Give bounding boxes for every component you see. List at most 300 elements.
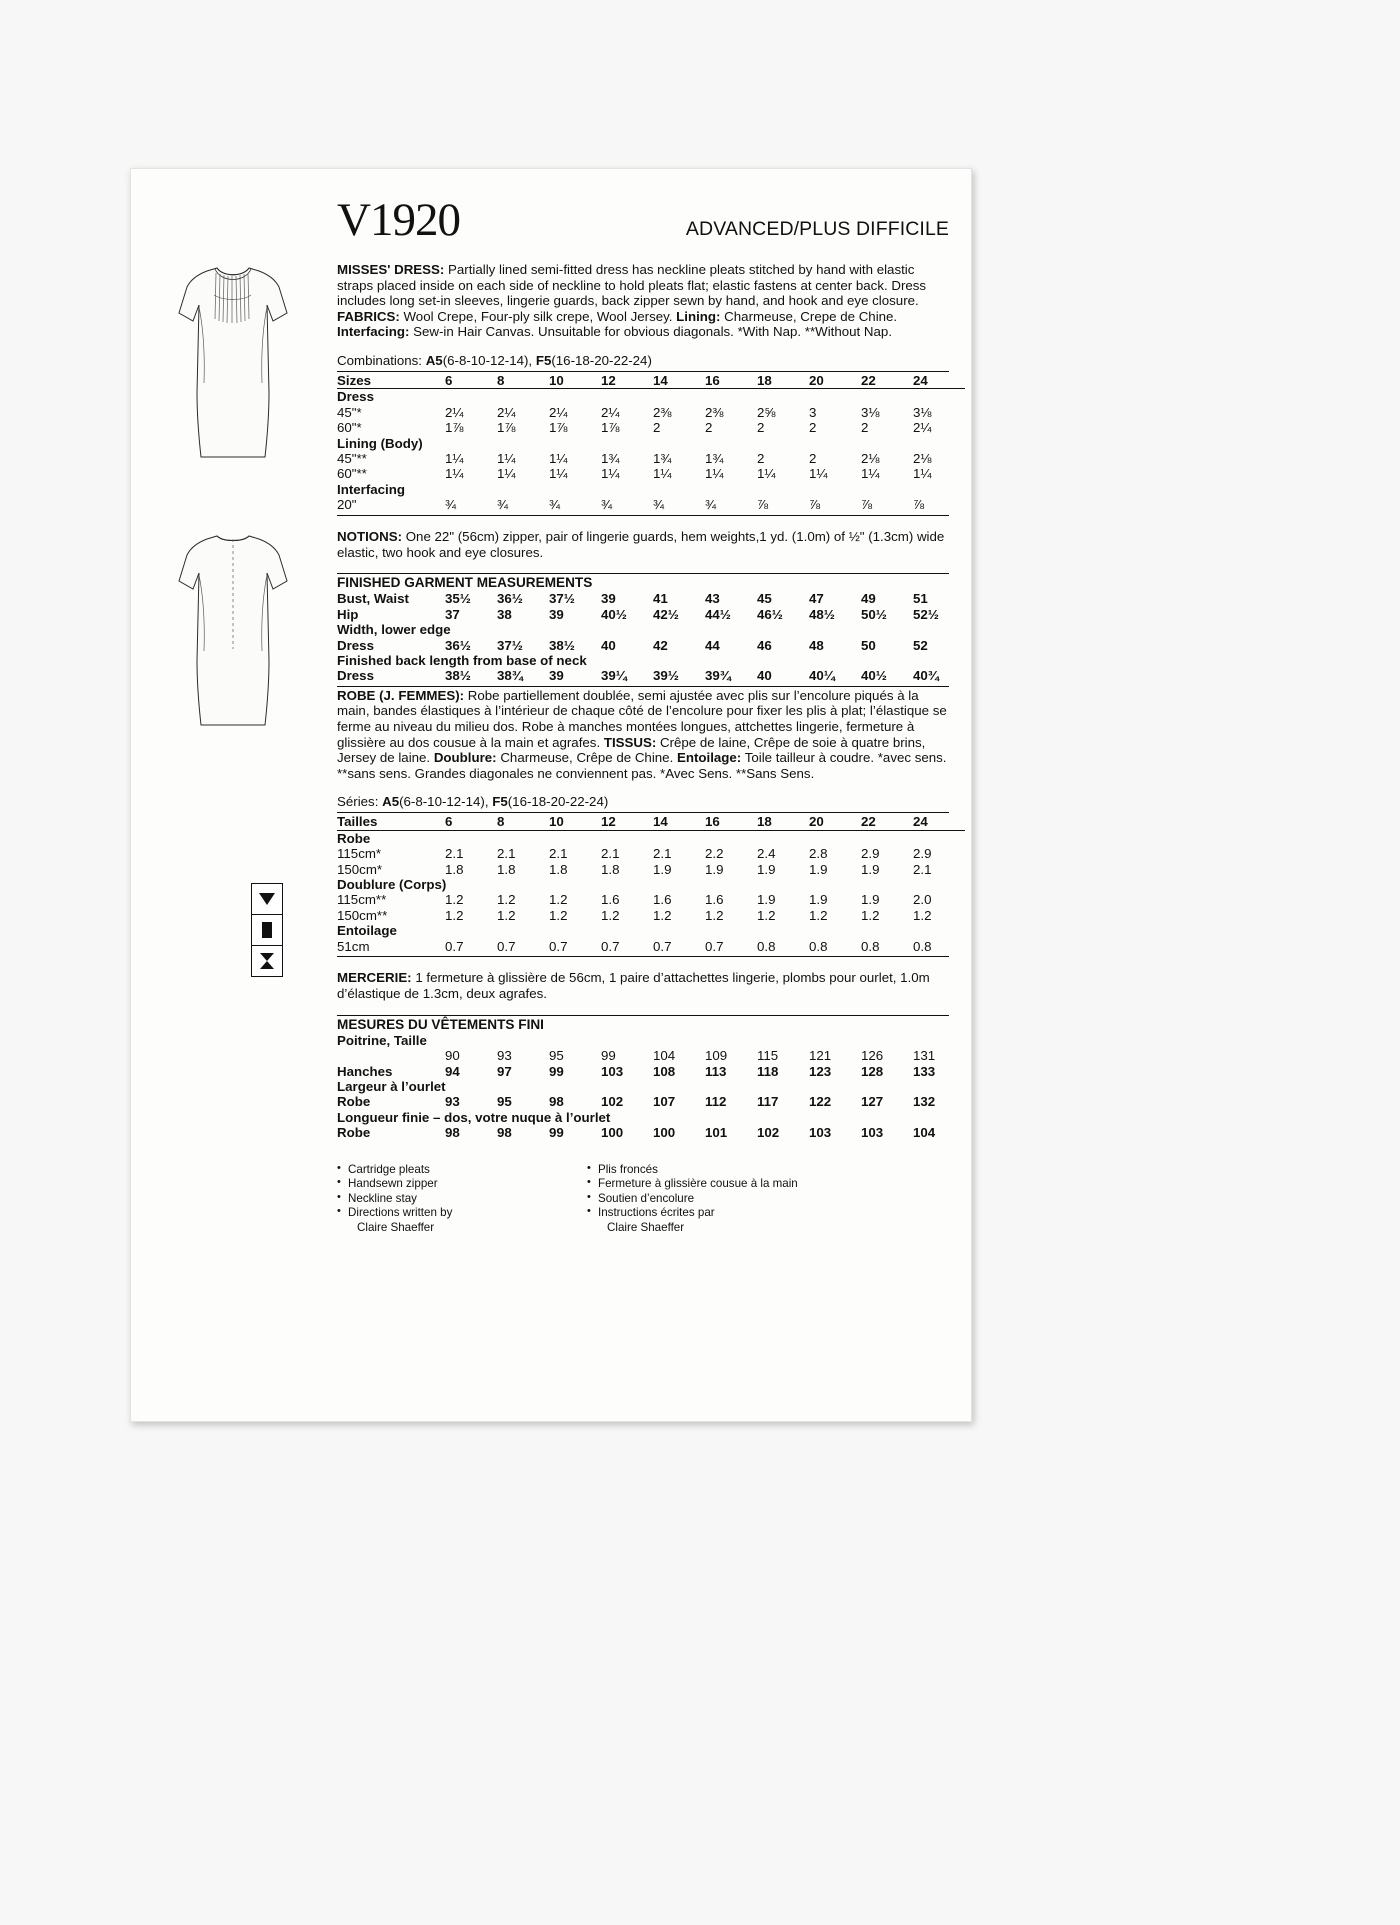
- table-cell: 39: [549, 606, 564, 622]
- table-cell: [445, 436, 497, 451]
- row-label: Finished back length from base of neck: [337, 653, 587, 669]
- table-cell: 10: [549, 814, 601, 830]
- table-cell: 12: [601, 814, 653, 830]
- table-cell: 123: [809, 1063, 832, 1079]
- table-cell: 44½: [705, 606, 731, 622]
- table-cell: [809, 1110, 861, 1125]
- list-item-continuation: Claire Shaeffer: [357, 1221, 435, 1235]
- table-cell: [497, 389, 549, 405]
- robe-label: ROBE (J. FEMMES):: [337, 687, 465, 703]
- table-cell: [653, 1110, 705, 1125]
- row-label: 150cm*: [337, 861, 383, 877]
- combinations-line: [337, 353, 949, 369]
- doublure-label: Doublure:: [433, 750, 497, 766]
- notions-text: One 22" (56cm) zipper, pair of lingerie guards, hem weights,1 yd. (1.0m) of ½" (1.3cm) wide elastic, two hook and eye closures.: [337, 528, 945, 560]
- row-label: Robe: [337, 830, 371, 846]
- difficulty-label: ADVANCED/PLUS DIFFICILE: [685, 218, 949, 240]
- table-cell: ¾: [445, 497, 457, 513]
- view-swatch-dark: [251, 883, 283, 915]
- table-cell: 2⅜: [653, 404, 672, 420]
- table-cell: [445, 482, 497, 497]
- table-cell: 1⅞: [601, 420, 620, 436]
- row-label: Doublure (Corps): [337, 877, 447, 893]
- table-cell: 6: [445, 373, 497, 389]
- table-cell: 1.8: [549, 861, 568, 877]
- interfacing-text: Sew-in Hair Canvas. Unsuitable for obvious diagonals. *With Nap. **Without Nap.: [409, 324, 893, 340]
- table-cell: [705, 830, 757, 846]
- table-cell: [809, 830, 861, 846]
- table-cell: 98: [497, 1125, 512, 1141]
- table-cell: 1.6: [705, 892, 724, 908]
- table-cell: [861, 622, 913, 637]
- fgm-heading: FINISHED GARMENT MEASUREMENTS: [337, 575, 593, 591]
- table-cell: 1.9: [861, 861, 880, 877]
- series-f5-label: F5: [492, 794, 508, 810]
- table-cell: 2.8: [809, 846, 828, 862]
- mercerie-label: MERCERIE:: [337, 970, 412, 986]
- table-cell: [757, 436, 809, 451]
- table-cell: 2⅝: [757, 404, 776, 420]
- table-cell: 37½: [497, 637, 523, 653]
- table-cell: 14: [653, 373, 705, 389]
- row-label: Longueur finie – dos, votre nuque à l’ourlet: [337, 1109, 611, 1125]
- table-cell: 24: [913, 373, 965, 389]
- table-cell: 2.0: [913, 892, 932, 908]
- table-cell: [653, 1033, 705, 1048]
- table-cell: 40: [757, 668, 772, 684]
- table-row: [337, 830, 965, 846]
- table-cell: 100: [601, 1125, 624, 1141]
- table-cell: 2.9: [913, 846, 932, 862]
- table-cell: [913, 1033, 965, 1048]
- table-cell: 0.8: [809, 938, 828, 954]
- table-cell: 1¼: [809, 466, 828, 482]
- table-cell: [601, 1079, 653, 1094]
- table-cell: [861, 830, 913, 846]
- table-cell: ¾: [653, 497, 665, 513]
- table-cell: 2.1: [549, 846, 568, 862]
- table-cell: 22: [861, 373, 913, 389]
- table-cell: [705, 436, 757, 451]
- table-cell: [549, 436, 601, 451]
- table-cell: 1⅞: [549, 420, 568, 436]
- table-cell: 1.2: [549, 907, 568, 923]
- table-row: [337, 1079, 965, 1094]
- table-row: [337, 451, 965, 466]
- table-cell: 40½: [861, 668, 887, 684]
- row-label: Hip: [337, 606, 359, 622]
- table-cell: 35½: [445, 591, 471, 607]
- row-label: 45"*: [337, 404, 362, 420]
- table-cell: ⅞: [861, 497, 873, 513]
- table-cell: 109: [705, 1048, 728, 1064]
- combo-a5-sizes: (6-8-10-12-14),: [442, 352, 536, 368]
- table-cell: 40½: [601, 606, 627, 622]
- table-cell: 1¼: [497, 451, 516, 466]
- table-cell: 49: [861, 591, 876, 607]
- table-cell: 122: [809, 1094, 832, 1110]
- table-cell: [861, 1033, 913, 1048]
- pattern-envelope-back: [130, 168, 972, 1422]
- table-row: [337, 607, 965, 622]
- table-row: [337, 653, 965, 668]
- table-cell: [601, 389, 653, 405]
- table-cell: 2.1: [497, 846, 516, 862]
- table-cell: [601, 1033, 653, 1048]
- table-cell: 126: [861, 1048, 884, 1064]
- divider: [337, 956, 949, 957]
- list-item: • Fermeture à glissière cousue à la main: [587, 1177, 917, 1191]
- table-cell: [757, 389, 809, 405]
- table-cell: ⅞: [809, 497, 821, 513]
- table-cell: 0.7: [445, 938, 464, 954]
- row-label: Robe: [337, 1094, 371, 1110]
- table-cell: 90: [445, 1048, 460, 1064]
- table-cell: 1¼: [705, 466, 724, 482]
- table-cell: 1.8: [445, 861, 464, 877]
- table-row: [337, 497, 965, 512]
- table-cell: [861, 1079, 913, 1094]
- table-cell: 2: [809, 451, 817, 466]
- table-cell: [757, 877, 809, 892]
- table-cell: 2: [705, 420, 713, 436]
- table-cell: [445, 923, 497, 938]
- table-cell: 43: [705, 591, 720, 607]
- row-label: Tailles: [337, 814, 445, 830]
- table-row: [337, 939, 965, 954]
- row-label: 115cm**: [337, 892, 387, 908]
- table-cell: 39: [601, 591, 616, 607]
- table-cell: 1.9: [653, 861, 672, 877]
- lining-text: Charmeuse, Crepe de Chine.: [720, 308, 898, 324]
- table-cell: [861, 877, 913, 892]
- table-cell: 36½: [445, 637, 471, 653]
- table-cell: [757, 1033, 809, 1048]
- table-cell: [913, 923, 965, 938]
- table-cell: 2: [861, 420, 869, 436]
- table-cell: [705, 877, 757, 892]
- table-cell: 98: [549, 1094, 564, 1110]
- table-cell: 1¼: [861, 466, 880, 482]
- table-cell: [497, 877, 549, 892]
- table-cell: 40¾: [913, 668, 939, 684]
- table-cell: 2¼: [549, 404, 568, 420]
- table-row: [337, 1033, 965, 1048]
- table-cell: 2.1: [445, 846, 464, 862]
- table-cell: ¾: [705, 497, 717, 513]
- table-cell: 97: [497, 1063, 512, 1079]
- table-cell: [653, 482, 705, 497]
- table-cell: 1.9: [757, 892, 776, 908]
- table-cell: [809, 653, 861, 668]
- table-cell: [445, 830, 497, 846]
- table-cell: 1¼: [445, 466, 464, 482]
- table-cell: 18: [757, 814, 809, 830]
- interfacing-label: Interfacing:: [337, 324, 410, 340]
- mesures-heading: MESURES DU VÊTEMENTS FINI: [337, 1016, 544, 1032]
- table-cell: 39¾: [705, 668, 731, 684]
- table-cell: 2: [653, 420, 661, 436]
- row-label: 45"**: [337, 451, 367, 466]
- series-label: Séries:: [337, 794, 383, 810]
- divider: [337, 371, 949, 372]
- table-cell: 1¼: [757, 466, 776, 482]
- table-cell: [705, 1079, 757, 1094]
- tissus-text: Crêpe de laine, Crêpe de soie à quatre brins, Jersey de laine.: [337, 734, 926, 766]
- table-cell: 2⅜: [705, 404, 724, 420]
- table-row: [337, 892, 965, 907]
- combinations-label: Combinations:: [337, 352, 426, 368]
- table-cell: 46½: [757, 606, 783, 622]
- table-row: [337, 1125, 965, 1140]
- table-cell: 2¼: [601, 404, 620, 420]
- table-cell: [497, 622, 549, 637]
- table-cell: [549, 1033, 601, 1048]
- table-cell: 2.9: [861, 846, 880, 862]
- table-cell: [549, 877, 601, 892]
- table-cell: [809, 622, 861, 637]
- features-list-english: [337, 1163, 587, 1236]
- view-swatch-key: [251, 883, 285, 977]
- table-cell: [757, 923, 809, 938]
- table-row: [337, 466, 965, 481]
- table-cell: 1⅞: [445, 420, 464, 436]
- table-cell: 44: [705, 637, 720, 653]
- table-cell: 99: [601, 1048, 616, 1064]
- table-cell: 40: [601, 637, 616, 653]
- table-cell: 3⅛: [861, 404, 880, 420]
- lining-label: Lining:: [676, 308, 721, 324]
- table-cell: [913, 436, 965, 451]
- table-cell: 0.8: [757, 938, 776, 954]
- table-cell: 1¼: [445, 451, 464, 466]
- mercerie-text: 1 fermeture à glissière de 56cm, 1 paire d’attachettes lingerie, plombs pour ourlet, 1.0m d’élastique de 1.3cm, deux agrafes.: [337, 970, 930, 1001]
- table-cell: 112: [705, 1094, 727, 1110]
- row-label: 60"**: [337, 466, 367, 482]
- row-label: Robe: [337, 1125, 371, 1141]
- table-row: [337, 814, 965, 830]
- table-cell: 1⅞: [497, 420, 516, 436]
- french-description-text: Robe partiellement doublée, semi ajustée avec plis sur l’encolure piqués à la main, bandes élastiques à l’intérieur de chaque côté de l’encolure pour fixer les plis à plat; l’élastique se ferme au niveau du milieu dos. Robe à manches montées longues, attchettes lingerie, fermeture à glissière au dos cousue à la main et agrafes.: [337, 687, 947, 750]
- table-cell: [861, 1110, 913, 1125]
- table-cell: 103: [861, 1125, 884, 1141]
- table-cell: 38: [497, 606, 512, 622]
- imperial-yardage-table: [337, 373, 965, 513]
- table-cell: 48: [809, 637, 824, 653]
- table-cell: 2¼: [445, 404, 464, 420]
- table-cell: [913, 1110, 965, 1125]
- table-row: [337, 591, 965, 606]
- table-cell: 39: [549, 668, 564, 684]
- features-list-french: [587, 1163, 917, 1236]
- table-cell: 94: [445, 1063, 460, 1079]
- table-cell: [601, 923, 653, 938]
- table-cell: 1.9: [705, 861, 724, 877]
- table-cell: 1¼: [549, 466, 568, 482]
- table-cell: 38¾: [497, 668, 523, 684]
- table-cell: [549, 389, 601, 405]
- table-cell: 1.2: [497, 892, 516, 908]
- table-cell: [705, 389, 757, 405]
- row-label: 115cm*: [337, 846, 382, 862]
- table-cell: 1.8: [497, 861, 516, 877]
- divider: [337, 1015, 949, 1016]
- table-cell: [601, 877, 653, 892]
- table-row: [337, 622, 965, 637]
- table-cell: 2.1: [653, 846, 672, 862]
- table-cell: 14: [653, 814, 705, 830]
- table-cell: [705, 482, 757, 497]
- table-cell: [809, 1033, 861, 1048]
- row-label: Dress: [337, 389, 374, 405]
- table-cell: 1.6: [601, 892, 620, 908]
- table-cell: 121: [809, 1048, 832, 1064]
- table-cell: [705, 1110, 757, 1125]
- table-row: [337, 405, 965, 420]
- table-row: [337, 420, 965, 435]
- table-cell: 2.4: [757, 846, 776, 862]
- table-row: [337, 877, 965, 892]
- divider: [337, 573, 949, 574]
- table-cell: 1.2: [601, 907, 620, 923]
- table-cell: 1.2: [653, 907, 672, 923]
- row-label: 51cm: [337, 938, 370, 954]
- table-cell: ¾: [549, 497, 561, 513]
- table-cell: [913, 482, 965, 497]
- view-swatch-half: [251, 915, 283, 946]
- table-cell: 2: [809, 420, 817, 436]
- series-a5-label: A5: [382, 794, 400, 810]
- row-label: 150cm**: [337, 907, 388, 923]
- table-cell: [705, 622, 757, 637]
- misses-dress-label: MISSES' DRESS:: [337, 262, 445, 277]
- table-cell: 20: [809, 814, 861, 830]
- table-cell: [861, 389, 913, 405]
- table-cell: 0.7: [497, 938, 516, 954]
- table-cell: 45: [757, 591, 772, 607]
- entoilage-text: Toile tailleur à coudre. *avec sens. **sans sens. Grandes diagonales ne conviennent pas. *Avec Sens. **Sans Sens.: [337, 750, 947, 781]
- finished-measurements-imperial-table: [337, 591, 965, 683]
- divider: [337, 812, 949, 813]
- table-cell: 1¼: [497, 466, 516, 482]
- table-cell: [913, 830, 965, 846]
- table-cell: 50½: [861, 606, 887, 622]
- table-cell: 22: [861, 814, 913, 830]
- table-cell: 52: [913, 637, 928, 653]
- row-label: 60"*: [337, 420, 362, 436]
- row-label: Poitrine, Taille: [337, 1032, 427, 1048]
- table-row: [337, 1094, 965, 1109]
- table-cell: 18: [757, 373, 809, 389]
- features-lists: [337, 1163, 949, 1236]
- list-item: • Plis froncés: [587, 1163, 917, 1177]
- table-cell: [497, 923, 549, 938]
- table-cell: 1.2: [445, 907, 464, 923]
- table-cell: [913, 622, 965, 637]
- table-row: [337, 373, 965, 389]
- table-cell: 0.8: [913, 938, 932, 954]
- table-cell: [809, 389, 861, 405]
- table-cell: 104: [913, 1125, 936, 1141]
- table-cell: 42½: [653, 606, 679, 622]
- table-cell: ¾: [601, 497, 613, 513]
- table-cell: [601, 653, 653, 668]
- table-cell: [653, 830, 705, 846]
- table-cell: 52½: [913, 606, 939, 622]
- table-cell: 1.9: [809, 861, 828, 877]
- table-cell: 50: [861, 637, 876, 653]
- table-cell: 1¼: [549, 451, 568, 466]
- table-cell: 2.2: [705, 846, 724, 862]
- table-cell: 95: [497, 1094, 512, 1110]
- table-cell: 100: [653, 1125, 676, 1141]
- table-cell: 1.8: [601, 861, 620, 877]
- table-cell: 107: [653, 1094, 676, 1110]
- table-cell: 117: [757, 1094, 779, 1110]
- table-cell: 1¼: [601, 466, 620, 482]
- table-cell: 93: [497, 1048, 512, 1064]
- table-cell: 1¾: [653, 451, 672, 466]
- table-cell: 3⅛: [913, 404, 932, 420]
- table-cell: 41: [653, 591, 668, 607]
- combo-f5-sizes: (16-18-20-22-24): [551, 352, 652, 368]
- table-row: [337, 1064, 965, 1079]
- table-cell: [497, 830, 549, 846]
- table-cell: [445, 877, 497, 892]
- table-cell: 0.7: [705, 938, 724, 954]
- illustration-column: [163, 243, 303, 779]
- table-cell: 103: [809, 1125, 832, 1141]
- table-cell: 2⅛: [913, 451, 932, 466]
- table-cell: 93: [445, 1094, 460, 1110]
- table-cell: [809, 482, 861, 497]
- french-description: [337, 688, 949, 782]
- table-cell: [549, 622, 601, 637]
- table-cell: [913, 1079, 965, 1094]
- table-cell: [861, 482, 913, 497]
- table-cell: ⅞: [913, 497, 925, 513]
- row-label: Dress: [337, 668, 374, 684]
- table-row: [337, 668, 965, 683]
- table-cell: 127: [861, 1094, 884, 1110]
- table-cell: [653, 923, 705, 938]
- content-column: [337, 194, 949, 1236]
- row-label: 20": [337, 497, 357, 513]
- table-cell: [445, 622, 497, 637]
- row-label: Width, lower edge: [337, 622, 451, 638]
- row-label: Lining (Body): [337, 435, 423, 451]
- table-cell: [705, 653, 757, 668]
- table-cell: 1.2: [757, 907, 776, 923]
- table-cell: 10: [549, 373, 601, 389]
- table-row: [337, 1110, 965, 1125]
- table-cell: 8: [497, 373, 549, 389]
- table-cell: [445, 1079, 497, 1094]
- table-cell: [757, 482, 809, 497]
- table-cell: 39½: [653, 668, 679, 684]
- table-cell: 2¼: [497, 404, 516, 420]
- table-cell: [913, 653, 965, 668]
- table-cell: 101: [705, 1125, 728, 1141]
- row-label: Largeur à l’ourlet: [337, 1079, 446, 1095]
- table-cell: 1.2: [861, 907, 880, 923]
- table-cell: 12: [601, 373, 653, 389]
- combo-a5-label: A5: [425, 352, 443, 368]
- notions-line: [337, 529, 949, 560]
- table-row: [337, 389, 965, 405]
- table-cell: 99: [549, 1063, 564, 1079]
- table-row: [337, 862, 965, 877]
